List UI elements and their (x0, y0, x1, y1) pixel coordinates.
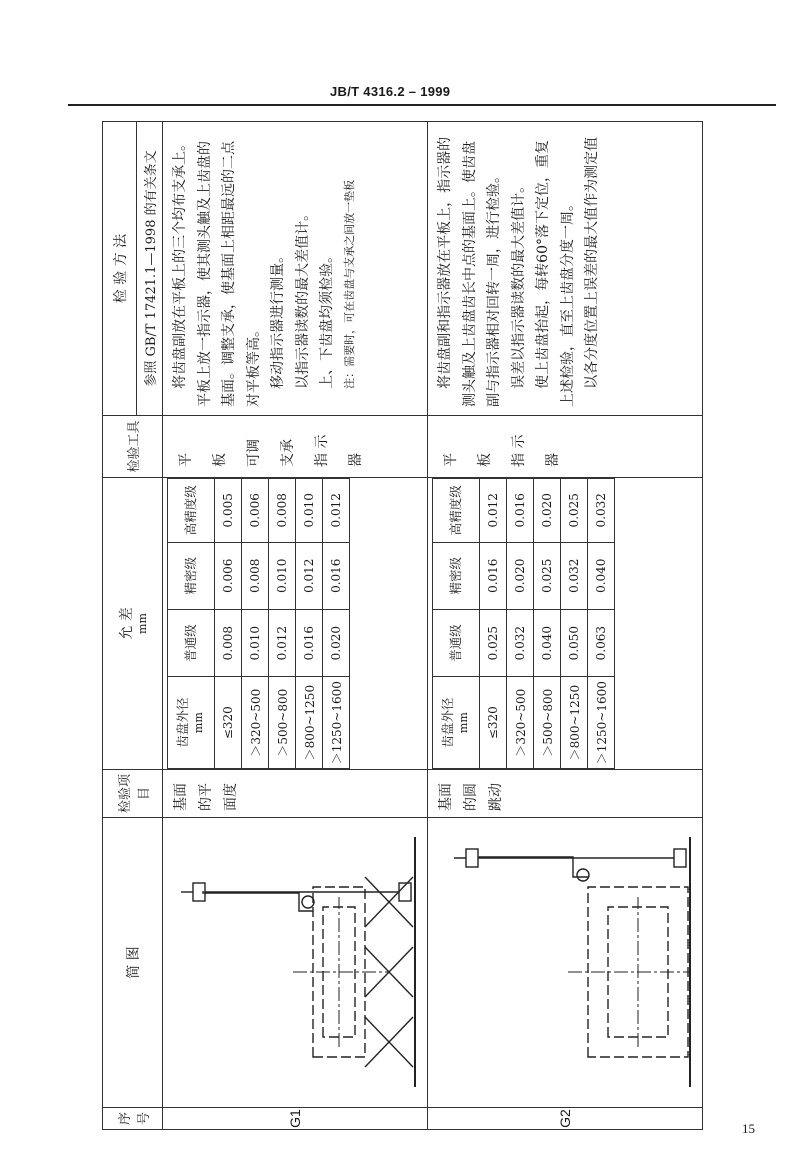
tolerance-value: 0.025 (534, 542, 561, 609)
indicator-body (466, 849, 478, 867)
diagram-header: 简 图 (103, 818, 163, 1108)
diameter-header (433, 677, 480, 769)
tolerance-value: ＞800~1250 (561, 677, 588, 769)
tool-item: 可调支承 (246, 439, 296, 467)
tolerance-value: 0.016 (323, 542, 350, 609)
tolerance-table (167, 478, 350, 769)
tools-cell (428, 416, 703, 478)
tolerance-value: 0.010 (296, 479, 323, 543)
table-row (428, 122, 703, 1130)
method-paragraph: 误差以指示器读数的最大差值计。 (510, 178, 527, 389)
method-paragraph: 将齿盘副和指示器放在平板上，指示器的测头触及上齿盘齿长中点的基面上。使齿盘副与指示器相对回转一周，进行检验。 (437, 136, 502, 407)
seq-cell: G1 (163, 1108, 428, 1130)
method-body (163, 122, 365, 415)
method-cell (428, 122, 703, 416)
tolerance-value: 0.008 (269, 479, 296, 543)
tolerance-value: 0.008 (242, 542, 269, 609)
tolerance-value: 0.010 (269, 542, 296, 609)
tolerance-row (323, 479, 350, 769)
tolerance-value: 0.012 (296, 542, 323, 609)
method-paragraph: 上、下齿盘均须检验。 (319, 248, 335, 389)
tolerance-cell (428, 478, 703, 770)
tool-item: 指 示 器 (314, 434, 364, 467)
tolerance-value: 0.010 (242, 609, 269, 676)
tolerance-row (507, 479, 534, 769)
tolerance-row (242, 479, 269, 769)
indicator-arm (203, 891, 313, 911)
runout-test-diagram (428, 819, 698, 1107)
standard-number: JB/T 4316.2 – 1999 (330, 84, 451, 99)
diameter-label: 齿盘外径 (440, 697, 455, 748)
tolerance-value: 0.020 (507, 542, 534, 609)
method-paragraph: 将齿盘副放在平板上的三个均布支承上。平板上放一指示器，使其测头触及上齿盘的基面。调整支承，使基面上相距最远的二点对平板等高。 (172, 136, 262, 407)
diagram-cell (163, 818, 428, 1108)
grade-precision-header: 精密级 (433, 542, 480, 609)
tolerance-value: 0.020 (323, 609, 350, 676)
page-number: 15 (742, 1121, 755, 1136)
tolerance-value: 0.032 (588, 479, 615, 543)
support-3 (365, 877, 413, 927)
tolerance-value: 0.032 (561, 542, 588, 609)
support-1 (365, 1017, 413, 1067)
tools-list (163, 416, 379, 477)
method-cell (163, 122, 428, 416)
tolerance-value: ＞1250~1600 (323, 677, 350, 769)
inspection-item: 基面的平面度 (173, 783, 239, 811)
method-header: 检 验 方 法 (103, 122, 137, 416)
tolerance-value: 0.012 (323, 479, 350, 543)
method-paragraph: 移动指示器进行测量。 (270, 248, 286, 389)
tool-item: 平 板 (178, 425, 228, 467)
table-row (163, 122, 428, 1130)
tolerance-value: 0.025 (561, 479, 588, 543)
tolerance-value: 0.016 (296, 609, 323, 676)
tolerance-value: 0.032 (507, 609, 534, 676)
tolerance-value: ＞320~500 (507, 677, 534, 769)
tolerance-row (269, 479, 296, 769)
seq-header: 序 号 (103, 1108, 163, 1130)
tolerance-row (296, 479, 323, 769)
diagram-cell (428, 818, 703, 1108)
tolerance-value: 0.006 (242, 479, 269, 543)
tolerance-row (561, 479, 588, 769)
diameter-header (168, 677, 215, 769)
tolerance-row (534, 479, 561, 769)
tolerance-row (480, 479, 507, 769)
method-body (428, 122, 610, 415)
tolerance-unit: mm (136, 613, 149, 634)
tolerance-label: 允 差 (119, 607, 135, 640)
indicator-probe (302, 896, 314, 908)
tolerance-value: 0.040 (534, 609, 561, 676)
tools-list (428, 416, 576, 477)
grade-precision-header: 精密级 (168, 542, 215, 609)
seq-cell: G2 (428, 1108, 703, 1130)
diameter-unit: mm (457, 712, 470, 734)
tolerance-header (103, 478, 163, 770)
tolerance-value: 0.020 (534, 479, 561, 543)
tolerance-value: ＞500~800 (269, 677, 296, 769)
tolerance-header-row (433, 479, 480, 769)
indicator-arm (478, 857, 588, 877)
diameter-label: 齿盘外径 (175, 697, 190, 748)
tool-item: 平 板 (443, 425, 493, 467)
tolerance-value: ＞800~1250 (296, 677, 323, 769)
tools-cell (163, 416, 428, 478)
tolerance-cell (163, 478, 428, 770)
tolerance-value: 0.012 (269, 609, 296, 676)
tolerance-value: 0.005 (215, 479, 242, 543)
method-reference: 参照 GB/T 17421.1—1998 的有关条文 (137, 122, 163, 416)
tolerance-value: ＞1250~1600 (588, 677, 615, 769)
tolerance-value: ＞500~800 (534, 677, 561, 769)
tolerance-value: 0.016 (480, 542, 507, 609)
grade-high-precision-header: 高精度级 (433, 479, 480, 543)
tolerance-header-row (168, 479, 215, 769)
tolerance-table (432, 478, 615, 769)
tolerance-row (215, 479, 242, 769)
method-note: 注：需要时，可在齿盘与支承之间放一垫板 (342, 179, 356, 389)
item-cell (428, 770, 703, 818)
method-paragraph: 以各分度位置上误差的最大值作为测定值 (584, 136, 600, 389)
item-header: 检验项目 (103, 770, 163, 818)
tolerance-value: 0.040 (588, 542, 615, 609)
tools-header: 检验工具 (103, 416, 163, 478)
header-row-1 (103, 122, 137, 1130)
inspection-table (102, 121, 703, 1130)
grade-high-precision-header: 高精度级 (168, 479, 215, 543)
inspection-item: 基面的圆跳动 (438, 783, 504, 811)
tolerance-value: 0.016 (507, 479, 534, 543)
tool-item: 指 示 器 (511, 434, 561, 467)
indicator-probe (577, 869, 589, 881)
tolerance-value: ≤320 (480, 677, 507, 769)
tolerance-value: ＞320~500 (242, 677, 269, 769)
tolerance-value: 0.063 (588, 609, 615, 676)
tolerance-row (588, 479, 615, 769)
tolerance-value: 0.050 (561, 609, 588, 676)
grade-normal-header: 普通级 (433, 609, 480, 676)
grade-normal-header: 普通级 (168, 609, 215, 676)
tolerance-value: 0.012 (480, 479, 507, 543)
method-paragraph: 使上齿盘抬起，每转60°落下定位，重复上述检验，直至上齿盘分度一周。 (535, 139, 576, 407)
diameter-unit: mm (192, 712, 205, 734)
tolerance-value: 0.006 (215, 542, 242, 609)
tolerance-value: 0.008 (215, 609, 242, 676)
item-cell (163, 770, 428, 818)
tolerance-value: 0.025 (480, 609, 507, 676)
flatness-test-diagram (163, 819, 423, 1107)
stand-base (674, 849, 686, 867)
tolerance-value: ≤320 (215, 677, 242, 769)
method-paragraph: 以指示器读数的最大差值计。 (294, 206, 311, 389)
rotated-inspection-table (102, 122, 700, 1130)
